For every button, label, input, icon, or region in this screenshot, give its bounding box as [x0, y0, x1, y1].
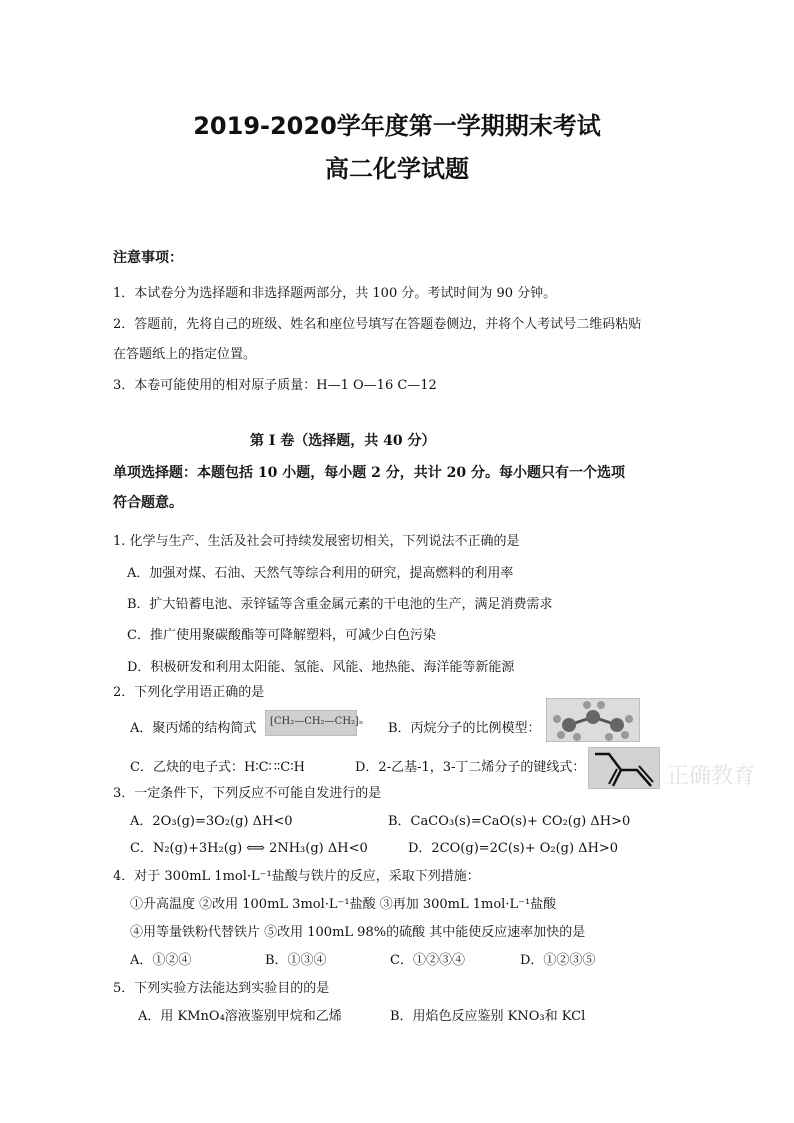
exam-title: 2019-2020学年度第一学期期末考试 — [193, 112, 601, 140]
section-instruction-1: 单项选择题：本题包括 10 小题，每小题 2 分，共计 20 分。每小题只有一个选项 — [113, 465, 625, 481]
skeletal-formula-icon — [589, 748, 659, 788]
watermark: 正确教育 — [667, 764, 756, 789]
propane-ball-model-image — [546, 698, 640, 742]
q5-option-b: B．用焰色反应鉴别 KNO₃和 KCl — [390, 1009, 586, 1024]
butadiene-skeletal-image — [588, 747, 660, 789]
note-2a: 2．答题前，先将自己的班级、姓名和座位号填写在答题卷侧边，并将个人考试号二维码粘贴 — [113, 317, 642, 332]
q4-measures-2: ④用等量铁粉代替铁片 ⑤改用 100mL 98%的硫酸 其中能使反应速率加快的是 — [130, 925, 586, 940]
q4-option-b: B．①③④ — [265, 953, 327, 968]
q3-stem: 3．一定条件下，下列反应不可能自发进行的是 — [113, 786, 382, 801]
q3-option-b: B．CaCO₃(s)=CaO(s)+ CO₂(g) ΔH>0 — [388, 814, 631, 829]
q1-option-c: C．推广使用聚碳酸酯等可降解塑料，可减少白色污染 — [127, 628, 436, 643]
note-1: 1．本试卷分为选择题和非选择题两部分，共 100 分。考试时间为 90 分钟。 — [113, 286, 557, 301]
q3-option-c: C．N₂(g)+3H₂(g) ⟺ 2NH₃(g) ΔH<0 — [130, 841, 368, 856]
q2-option-c: C．乙炔的电子式：H∶C∷∶C∶H — [130, 760, 305, 775]
q1-stem: 1. 化学与生产、生活及社会可持续发展密切相关，下列说法不正确的是 — [113, 534, 520, 549]
polypropylene-formula-image — [265, 710, 364, 736]
q4-option-c: C．①②③④ — [390, 953, 465, 968]
q1-option-b: B．扩大铅蓄电池、汞锌锰等含重金属元素的干电池的生产，满足消费需求 — [127, 597, 553, 612]
polypropylene-formula-text: [CH₂—CH₂—CH₂]ₙ — [270, 716, 364, 727]
q2-option-b: B．丙烷分子的比例模型： — [388, 721, 541, 736]
q5-option-a: A．用 KMnO₄溶液鉴别甲烷和乙烯 — [138, 1009, 342, 1024]
q5-stem: 5．下列实验方法能达到实验目的的是 — [113, 981, 330, 996]
q4-measures-1: ①升高温度 ②改用 100mL 3mol·L⁻¹盐酸 ③再加 300mL 1mol·L⁻¹盐酸 — [130, 897, 557, 912]
notes-heading: 注意事项： — [113, 250, 183, 266]
q2-option-d: D．2-乙基-1，3-丁二烯分子的键线式： — [355, 760, 586, 775]
q2-stem: 2．下列化学用语正确的是 — [113, 685, 265, 700]
q4-stem: 4．对于 300mL 1mol·L⁻¹盐酸与铁片的反应，采取下列措施： — [113, 869, 480, 884]
q3-option-d: D．2CO(g)=2C(s)+ O₂(g) ΔH>0 — [408, 841, 619, 856]
note-2b: 在答题纸上的指定位置。 — [113, 347, 257, 362]
q1-option-d: D．积极研发和利用太阳能、氢能、风能、地热能、海洋能等新能源 — [127, 660, 515, 675]
q1-option-a: A．加强对煤、石油、天然气等综合利用的研究，提高燃料的利用率 — [127, 566, 514, 581]
exam-subtitle: 高二化学试题 — [325, 155, 469, 183]
q3-option-a: A．2O₃(g)=3O₂(g) ΔH<0 — [130, 814, 293, 829]
q2-option-a: A．聚丙烯的结构简式 — [130, 721, 257, 736]
q4-option-d: D．①②③⑤ — [520, 953, 596, 968]
q4-option-a: A．①②④ — [130, 953, 192, 968]
note-3: 3．本卷可能使用的相对原子质量：H—1 O—16 C—12 — [113, 378, 437, 393]
section-heading: 第 I 卷（选择题，共 40 分） — [250, 433, 436, 449]
section-instruction-2: 符合题意。 — [113, 495, 183, 511]
propane-model-icon — [547, 699, 639, 741]
